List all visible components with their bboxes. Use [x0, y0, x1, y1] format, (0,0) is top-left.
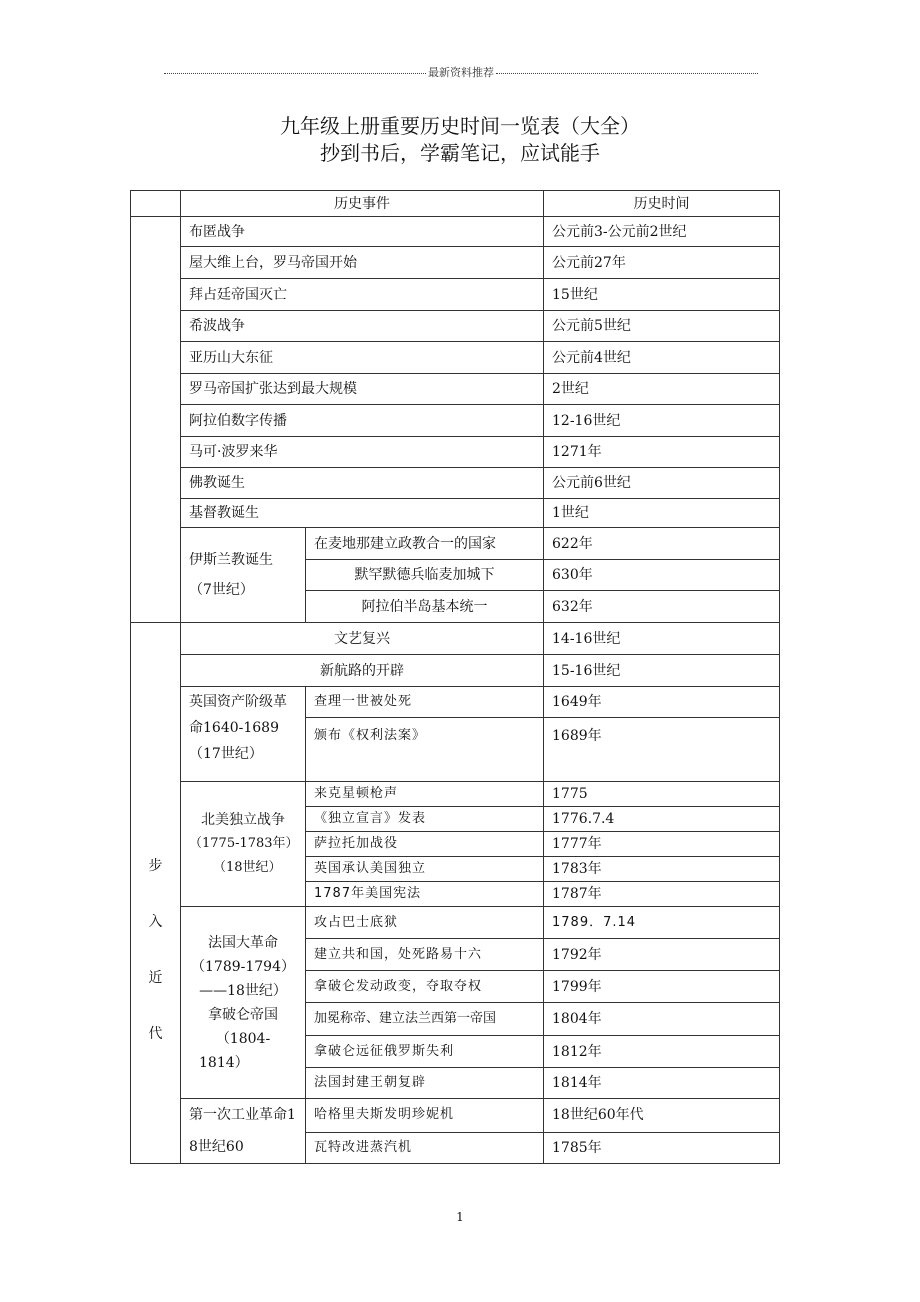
event-cell: 瓦特改进蒸汽机: [306, 1132, 544, 1163]
group-label: 拿破仑帝国: [208, 1006, 278, 1023]
time-cell: 622年: [544, 528, 780, 560]
time-cell: 1世纪: [544, 499, 780, 528]
event-cell: 在麦地那建立政教合一的国家: [306, 528, 544, 560]
section2-label: [131, 623, 181, 1164]
french-revolution-group: [181, 907, 306, 1099]
event-cell: 屋大维上台，罗马帝国开始: [181, 247, 544, 279]
table-row: [131, 687, 780, 718]
group-label: （7世纪）: [189, 582, 254, 598]
table-row: [131, 499, 780, 528]
time-cell: 1787年: [544, 882, 780, 907]
running-header: [164, 64, 758, 80]
event-cell: 罗马帝国扩张达到最大规模: [181, 374, 544, 405]
event-cell: 加冕称帝、建立法兰西第一帝国: [306, 1003, 544, 1036]
table-row: [131, 374, 780, 405]
table-row: [131, 655, 780, 687]
section-char: 近: [148, 970, 163, 986]
event-cell: 哈格里夫斯发明珍妮机: [306, 1099, 544, 1133]
time-cell: 公元前27年: [544, 247, 780, 279]
event-cell: 文艺复兴: [181, 623, 544, 655]
time-cell: 公元前6世纪: [544, 468, 780, 499]
event-cell: 《独立宣言》发表: [306, 807, 544, 832]
section-char: 步: [148, 858, 163, 874]
event-cell: 拿破仑发动政变，夺取夺权: [306, 971, 544, 1003]
section-char: 入: [148, 914, 163, 930]
time-cell: 1789．7.14: [544, 907, 780, 939]
event-cell: 颁布《权利法案》: [306, 718, 544, 782]
table-header-row: [131, 191, 780, 217]
header-time: 历史时间: [544, 191, 780, 217]
islam-group-cell: [181, 528, 306, 623]
table-row: [131, 437, 780, 468]
time-cell: 1689年: [544, 718, 780, 782]
section1-label: [131, 217, 181, 623]
header-text: 最新资料推荐: [428, 66, 494, 79]
event-cell: 攻占巴士底狱: [306, 907, 544, 939]
event-cell: 佛教诞生: [181, 468, 544, 499]
group-label: （1789-1794）: [191, 958, 295, 975]
event-cell: 亚历山大东征: [181, 342, 544, 374]
time-cell: 1776.7.4: [544, 807, 780, 832]
table-row: [131, 907, 780, 939]
table-row: [131, 782, 780, 807]
event-cell: 拜占廷帝国灭亡: [181, 279, 544, 311]
time-cell: 15-16世纪: [544, 655, 780, 687]
group-label: 法国大革命: [208, 934, 278, 951]
time-cell: 公元前4世纪: [544, 342, 780, 374]
time-cell: 1271年: [544, 437, 780, 468]
english-revolution-group: 英国资产阶级革命1640-1689（17世纪）: [181, 687, 306, 782]
event-cell: 查理一世被处死: [306, 687, 544, 718]
table-row: [131, 342, 780, 374]
time-cell: 1649年: [544, 687, 780, 718]
time-cell: 1775: [544, 782, 780, 807]
table-row: [131, 528, 780, 560]
time-cell: 12-16世纪: [544, 405, 780, 437]
group-label: ——18世纪）: [199, 982, 287, 999]
event-cell: 英国承认美国独立: [306, 857, 544, 882]
table-row: [131, 279, 780, 311]
table-row: [131, 405, 780, 437]
header-event: 历史事件: [181, 191, 544, 217]
time-cell: 2世纪: [544, 374, 780, 405]
history-timeline-table: [130, 190, 780, 1164]
event-cell: 拿破仑远征俄罗斯失利: [306, 1036, 544, 1068]
table-row: [131, 623, 780, 655]
event-cell: 默罕默德兵临麦加城下: [306, 560, 544, 591]
group-label: （18世纪）: [213, 860, 282, 875]
event-cell: 马可·波罗来华: [181, 437, 544, 468]
title-line-2: 抄到书后，学霸笔记，应试能手: [320, 141, 600, 165]
industrial-revolution-group: 第一次工业革命18世纪60: [181, 1099, 306, 1164]
event-cell: 基督教诞生: [181, 499, 544, 528]
time-cell: 公元前5世纪: [544, 311, 780, 342]
page-number: 1: [456, 1210, 464, 1224]
title-line-1: 九年级上册重要历史时间一览表（大全）: [280, 114, 640, 138]
event-cell: 布匿战争: [181, 217, 544, 247]
table-row: [131, 247, 780, 279]
header-blank: [131, 191, 181, 217]
american-war-group: [181, 782, 306, 907]
group-label: （1775-1783年）: [189, 836, 299, 851]
event-cell: 建立共和国，处死路易十六: [306, 939, 544, 971]
time-cell: 632年: [544, 591, 780, 623]
event-cell: 阿拉伯半岛基本统一: [306, 591, 544, 623]
time-cell: 14-16世纪: [544, 623, 780, 655]
group-label: 1814）: [199, 1054, 249, 1071]
time-cell: 18世纪60年代: [544, 1099, 780, 1133]
group-label: 伊斯兰教诞生: [189, 552, 273, 568]
time-cell: 630年: [544, 560, 780, 591]
event-cell: 来克星顿枪声: [306, 782, 544, 807]
section-char: 代: [148, 1026, 163, 1042]
time-cell: 1792年: [544, 939, 780, 971]
event-cell: 希波战争: [181, 311, 544, 342]
event-cell: 新航路的开辟: [181, 655, 544, 687]
time-cell: 1777年: [544, 832, 780, 857]
event-cell: 1787年美国宪法: [306, 882, 544, 907]
event-cell: 法国封建王朝复辟: [306, 1068, 544, 1099]
table-row: [131, 1099, 780, 1133]
group-label: （1804-: [215, 1030, 271, 1047]
time-cell: 公元前3-公元前2世纪: [544, 217, 780, 247]
table-row: [131, 217, 780, 247]
table-row: [131, 468, 780, 499]
time-cell: 15世纪: [544, 279, 780, 311]
event-cell: 萨拉托加战役: [306, 832, 544, 857]
time-cell: 1785年: [544, 1132, 780, 1163]
time-cell: 1812年: [544, 1036, 780, 1068]
event-cell: 阿拉伯数字传播: [181, 405, 544, 437]
time-cell: 1799年: [544, 971, 780, 1003]
document-title: [0, 113, 920, 167]
time-cell: 1814年: [544, 1068, 780, 1099]
time-cell: 1783年: [544, 857, 780, 882]
group-label: 北美独立战争: [201, 812, 285, 828]
time-cell: 1804年: [544, 1003, 780, 1036]
table-row: [131, 311, 780, 342]
